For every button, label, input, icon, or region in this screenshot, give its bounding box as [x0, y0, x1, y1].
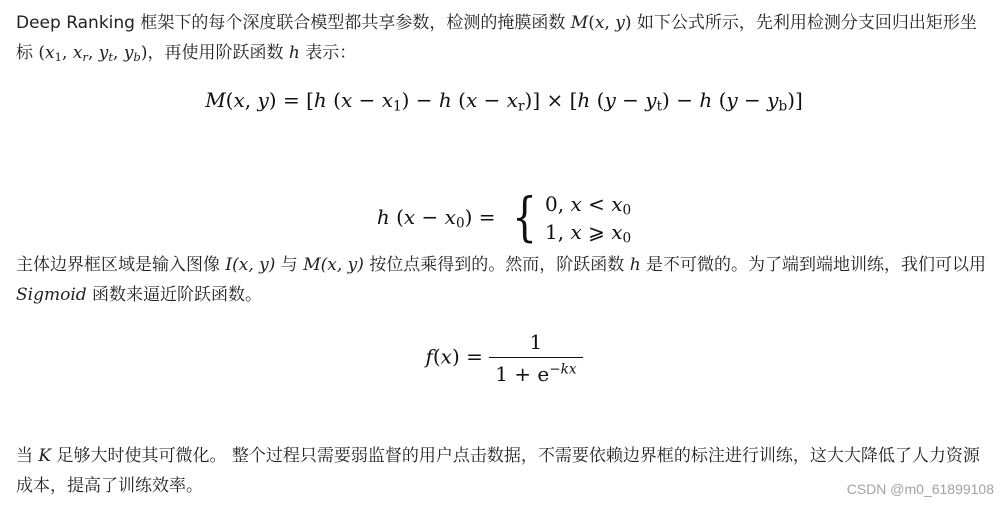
intro-text-4: 表示：	[299, 43, 357, 63]
conclusion-text-1: 当	[16, 446, 39, 466]
math-h-2: h	[629, 255, 641, 275]
equation-mask: M(x, y) = [h $(x - x_1) - h$ $(x - x_r)] \times [h$ $(y - y_t) - h$ $(y - y_b)$]	[205, 88, 803, 115]
math-image: I(x, y)	[225, 255, 276, 275]
paragraph-intro	[16, 8, 991, 68]
math-rect-coords: ($x_1$, $x_r$, $y_t$, $y_b$)	[38, 43, 148, 64]
intro-text-1: Deep Ranking 框架下的每个深度联合模型都共享参数，检测的掩膜函数	[16, 13, 571, 33]
bbox-text-5: 函数来逼近阶跃函数。	[86, 285, 263, 305]
bbox-text-3: 按位点乘得到的。然而，阶跃函数	[363, 255, 630, 275]
paragraph-bbox	[16, 250, 991, 310]
math-mask: M(x, y)	[303, 255, 364, 275]
equation-step: h $(x - x_0)$ = { 0, $x < x_0$ 1, x ⩾ $x_0$	[376, 188, 632, 248]
intro-text-3: ，再使用阶跃函数	[147, 43, 289, 63]
math-mask-function: M(x, y)	[570, 13, 632, 33]
csdn-watermark: CSDN @m0_61899108	[846, 481, 994, 497]
paragraph-conclusion	[16, 441, 991, 501]
math-h: h	[288, 43, 300, 63]
equation-sigmoid: f(x) = $\frac{1}{1 + e^{-kx}}$	[0, 330, 1008, 386]
bbox-text-1: 主体边界框区域是输入图像	[16, 255, 226, 275]
conclusion-text-2: 足够大时使其可微化。 整个过程只需要弱监督的用户点击数据，不需要依赖边界框的标注进行训练，这大大降低了人力资源成本，提高了训练效率。	[16, 446, 980, 496]
math-sigmoid: Sigmoid	[16, 285, 87, 305]
bbox-text-2: 与	[275, 255, 304, 275]
math-K: K	[38, 446, 52, 466]
intro-text-2: 如下公式所示，先利用检测分支回归出矩形坐标	[16, 13, 977, 63]
bbox-text-4: 是不可微的。为了端到端地训练，我们可以用	[640, 255, 987, 275]
